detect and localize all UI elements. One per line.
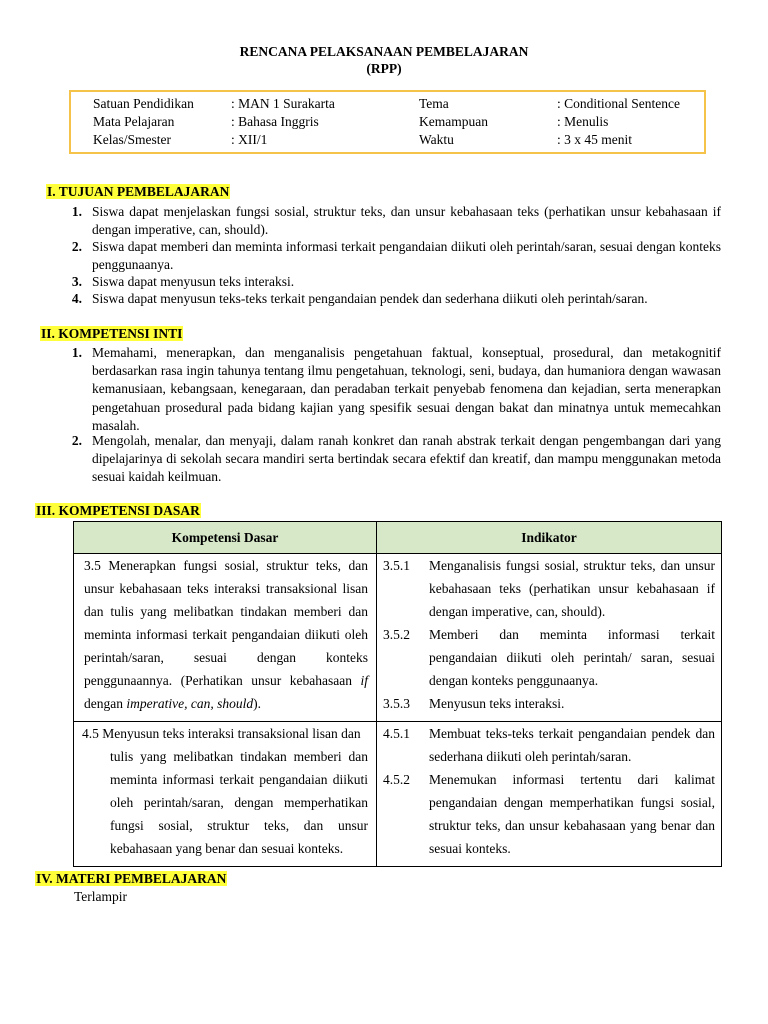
indicator-item	[383, 768, 715, 860]
list-item: Siswa dapat memberi dan meminta informasi terkait pengandaian diikuti oleh perintah/saran, sesuai dengan konteks penggunaanya.	[92, 239, 721, 273]
indicator-code: 3.5.2	[383, 627, 410, 642]
materi-body: Terlampir	[74, 889, 128, 904]
mapel-value: : Bahasa Inggris	[231, 114, 319, 129]
kemampuan-label: Kemampuan	[419, 114, 488, 129]
section-heading-tujuan: I. TUJUAN PEMBELAJARAN	[47, 184, 230, 199]
tema-label: Tema	[419, 96, 449, 111]
indicator-cell	[377, 722, 722, 867]
indicator-code: 4.5.2	[383, 772, 410, 787]
kd-text-first: 4.5 Menyusun teks interaksi transaksional lisan dan	[82, 726, 361, 741]
indicator-item	[383, 692, 715, 715]
kemampuan-value: : Menulis	[557, 114, 609, 129]
column-header-kompetensi-dasar: Kompetensi Dasar	[74, 522, 377, 554]
section-heading-kompetensi-dasar: III. KOMPETENSI DASAR	[36, 503, 200, 518]
document-title: RENCANA PELAKSANAAN PEMBELAJARAN	[239, 44, 529, 59]
document-subtitle: (RPP)	[366, 61, 402, 76]
kd-text-rest: tulis yang melibatkan tindakan memberi dan meminta informasi terkait pengandaian diikuti oleh perintah/saran, dengan memperhatikan fungsi sosial, struktur teks, dan unsur kebahasaan yang benar dan sesuai konteks.	[110, 749, 368, 856]
indicator-text: Menyusun teks interaksi.	[429, 696, 565, 711]
kd-text: 3.5 Menerapkan fungsi sosial, struktur teks, dan unsur kebahasaan teks interaksi transaksional lisan dan tulis yang melibatkan tindakan memberi dan meminta informasi terkait pengandaian diikuti oleh perintah/saran, sesuai dengan konteks penggunaannya. (Perhatikan unsur kebahasaan if dengan imperative, can, should).	[84, 558, 368, 711]
indicator-cell	[377, 554, 722, 722]
satuan-label: Satuan Pendidikan	[93, 96, 194, 111]
indicator-item	[383, 554, 715, 623]
waktu-value: : 3 x 45 menit	[557, 132, 632, 147]
table-row	[74, 554, 722, 722]
tema-value: : Conditional Sentence	[557, 96, 680, 111]
list-number: 4.	[71, 291, 82, 306]
column-header-indikator: Indikator	[377, 522, 722, 554]
list-number: 1.	[71, 204, 82, 219]
indicator-item	[383, 722, 715, 768]
indicator-code: 3.5.3	[383, 696, 410, 711]
kd-cell	[74, 554, 377, 722]
kelas-label: Kelas/Smester	[93, 132, 171, 147]
info-box	[69, 90, 706, 154]
indicator-text: Menemukan informasi tertentu dari kalimat pengandaian dengan memperhatikan fungsi sosial, struktur teks, dan unsur kebahasaan yang benar dan sesuai konteks.	[429, 772, 715, 856]
mapel-label: Mata Pelajaran	[93, 114, 175, 129]
kd-cell	[74, 722, 377, 867]
list-number: 2.	[71, 433, 82, 448]
list-number: 2.	[71, 239, 82, 254]
list-item: Memahami, menerapkan, dan menganalisis pengetahuan faktual, konseptual, prosedural, dan metakognitif berdasarkan rasa ingin tahunya tentang ilmu pengetahuan, teknologi, seni, budaya, dan humaniora dengan wawasan kemanusiaan, kebangsaan, kenegaraan, dan peradaban terkait penyebab fenomena dan kejadian, serta menerapkan pengetahuan prosedural pada bidang kajian yang spesifik sesuai dengan bakat dan minatnya untuk memecahkan masalah.	[92, 345, 721, 433]
kelas-value: : XII/1	[231, 132, 268, 147]
list-number: 3.	[71, 274, 82, 289]
kompetensi-table	[73, 521, 722, 867]
indicator-text: Membuat teks-teks terkait pengandaian pendek dan sederhana diikuti oleh perintah/saran.	[429, 726, 715, 764]
indicator-text: Memberi dan meminta informasi terkait pengandaian diikuti oleh perintah/ saran, sesuai dengan konteks penggunaanya.	[429, 627, 715, 688]
section-heading-materi: IV. MATERI PEMBELAJARAN	[36, 871, 227, 886]
list-item: Siswa dapat menyusun teks interaksi.	[92, 274, 295, 289]
section-heading-kompetensi-inti: II. KOMPETENSI INTI	[41, 326, 183, 341]
indicator-item	[383, 623, 715, 692]
list-item: Mengolah, menalar, dan menyaji, dalam ranah konkret dan ranah abstrak terkait dengan pengembangan dari yang dipelajarinya di sekolah secara mandiri serta bertindak secara efektif dan kreatif, dan mampu menggunakan metoda sesuai kaidah keilmuan.	[92, 433, 721, 485]
list-number: 1.	[71, 345, 82, 360]
list-item: Siswa dapat menyusun teks-teks terkait pengandaian pendek dan sederhana diikuti oleh perintah/saran.	[92, 291, 648, 306]
list-item: Siswa dapat menjelaskan fungsi sosial, struktur teks, dan unsur kebahasaan teks (perhatikan unsur kebahasaan if dengan imperative, can, should).	[92, 204, 721, 238]
table-row	[74, 722, 722, 867]
waktu-label: Waktu	[419, 132, 454, 147]
table-header-row	[74, 522, 722, 554]
indicator-code: 4.5.1	[383, 726, 410, 741]
indicator-text: Menganalisis fungsi sosial, struktur teks, dan unsur kebahasaan teks (perhatikan unsur kebahasaan if dengan imperative, can, should).	[429, 558, 715, 619]
indicator-code: 3.5.1	[383, 558, 410, 573]
satuan-value: : MAN 1 Surakarta	[231, 96, 335, 111]
